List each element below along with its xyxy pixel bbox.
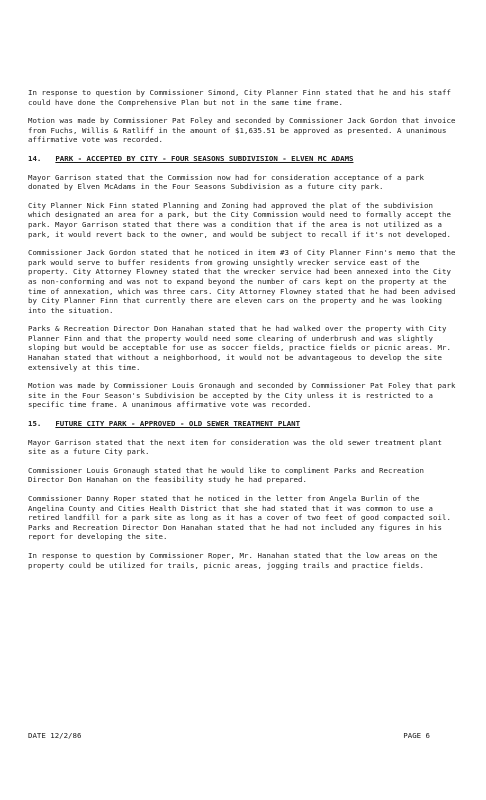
paragraph: Commissioner Danny Roper stated that he noticed in the letter from Angela Burlin of the Angelina County and Cities Health District that she had stated that it was common to use a retired landfill for a park site as long as it has a cover of two feet of good compacted soil. Parks and Recreation Director Don Hanahan stated that he had not included any figures in his report for developing the site.: [28, 494, 451, 542]
section-number: 14.: [28, 153, 42, 163]
footer-date: DATE 12/2/86: [28, 731, 82, 740]
page-footer: [28, 731, 430, 740]
paragraph: Mayor Garrison stated that the Commission now had for consideration acceptance of a park donated by Elven McAdams in the Four Seasons Subdivision as a future city park.: [28, 172, 424, 192]
paragraph: Commissioner Jack Gordon stated that he noticed in item #3 of City Planner Finn's memo that the park would serve to buffer residents from growing unsightly wrecker service east of the property. City Attorney Flowney stated that the wrecker service had been annexed into the City as non-conforming and was not to expand beyond the number of cars kept on the property at the time of annexation, which was three cars. City Attorney Flowney stated that he had been advised by City Planner Finn that currently there are eleven cars on the property and he was looking into the situation.: [28, 248, 456, 315]
section-title: FUTURE CITY PARK - APPROVED - OLD SEWER TREATMENT PLANT: [55, 419, 301, 429]
footer-page-number: PAGE 6: [403, 731, 430, 740]
section-heading-15: [28, 419, 458, 429]
section-number: 15.: [28, 419, 42, 429]
paragraph: Motion was made by Commissioner Pat Foley and seconded by Commissioner Jack Gordon that invoice from Fuchs, Willis & Ratliff in the amount of $1,635.51 be approved as presented. A unanimous affirmative vote was recorded.: [28, 116, 456, 145]
section-heading-14: [28, 154, 458, 164]
paragraph: In response to question by Commissioner Simond, City Planner Finn stated that he and his staff could have done the Comprehensive Plan but not in the same time frame.: [28, 88, 451, 107]
paragraph: Parks & Recreation Director Don Hanahan stated that he had walked over the property with City Planner Finn and that the property would need some clearing of underbrush and was slightly sloping but would be acceptable for use as soccer fields, practice fields or picnic areas. Mr. Hanahan stated that without a neighborhood, it would not be advantageous to develop the site extensively at this time.: [28, 324, 451, 372]
paragraph: City Planner Nick Finn stated Planning and Zoning had approved the plat of the subdivision which designated an area for a park, but the City Commission would need to formally accept the park. Mayor Garrison stated that there was a condition that if the area is not utilized as a park, it would revert back to the owner, and would be subject to recall if it's not developed.: [28, 200, 451, 239]
paragraph: Motion was made by Commissioner Louis Gronaugh and seconded by Commissioner Pat Foley that park site in the Four Season's Subdivision be accepted by the City unless it is restricted to a specific time frame. A unanimous affirmative vote was recorded.: [28, 381, 456, 410]
section-title: PARK - ACCEPTED BY CITY - FOUR SEASONS SUBDIVISION - ELVEN MC ADAMS: [55, 153, 354, 163]
paragraph: Mayor Garrison stated that the next item for consideration was the old sewer treatment plant site as a future City park.: [28, 437, 442, 457]
paragraph: Commissioner Louis Gronaugh stated that he would like to compliment Parks and Recreation Director Don Hanahan on the feasibility study he had prepared.: [28, 465, 424, 485]
paragraph: In response to question by Commissioner Roper, Mr. Hanahan stated that the low areas on the property could be utilized for trails, picnic areas, jogging trails and practice fields.: [28, 550, 438, 570]
